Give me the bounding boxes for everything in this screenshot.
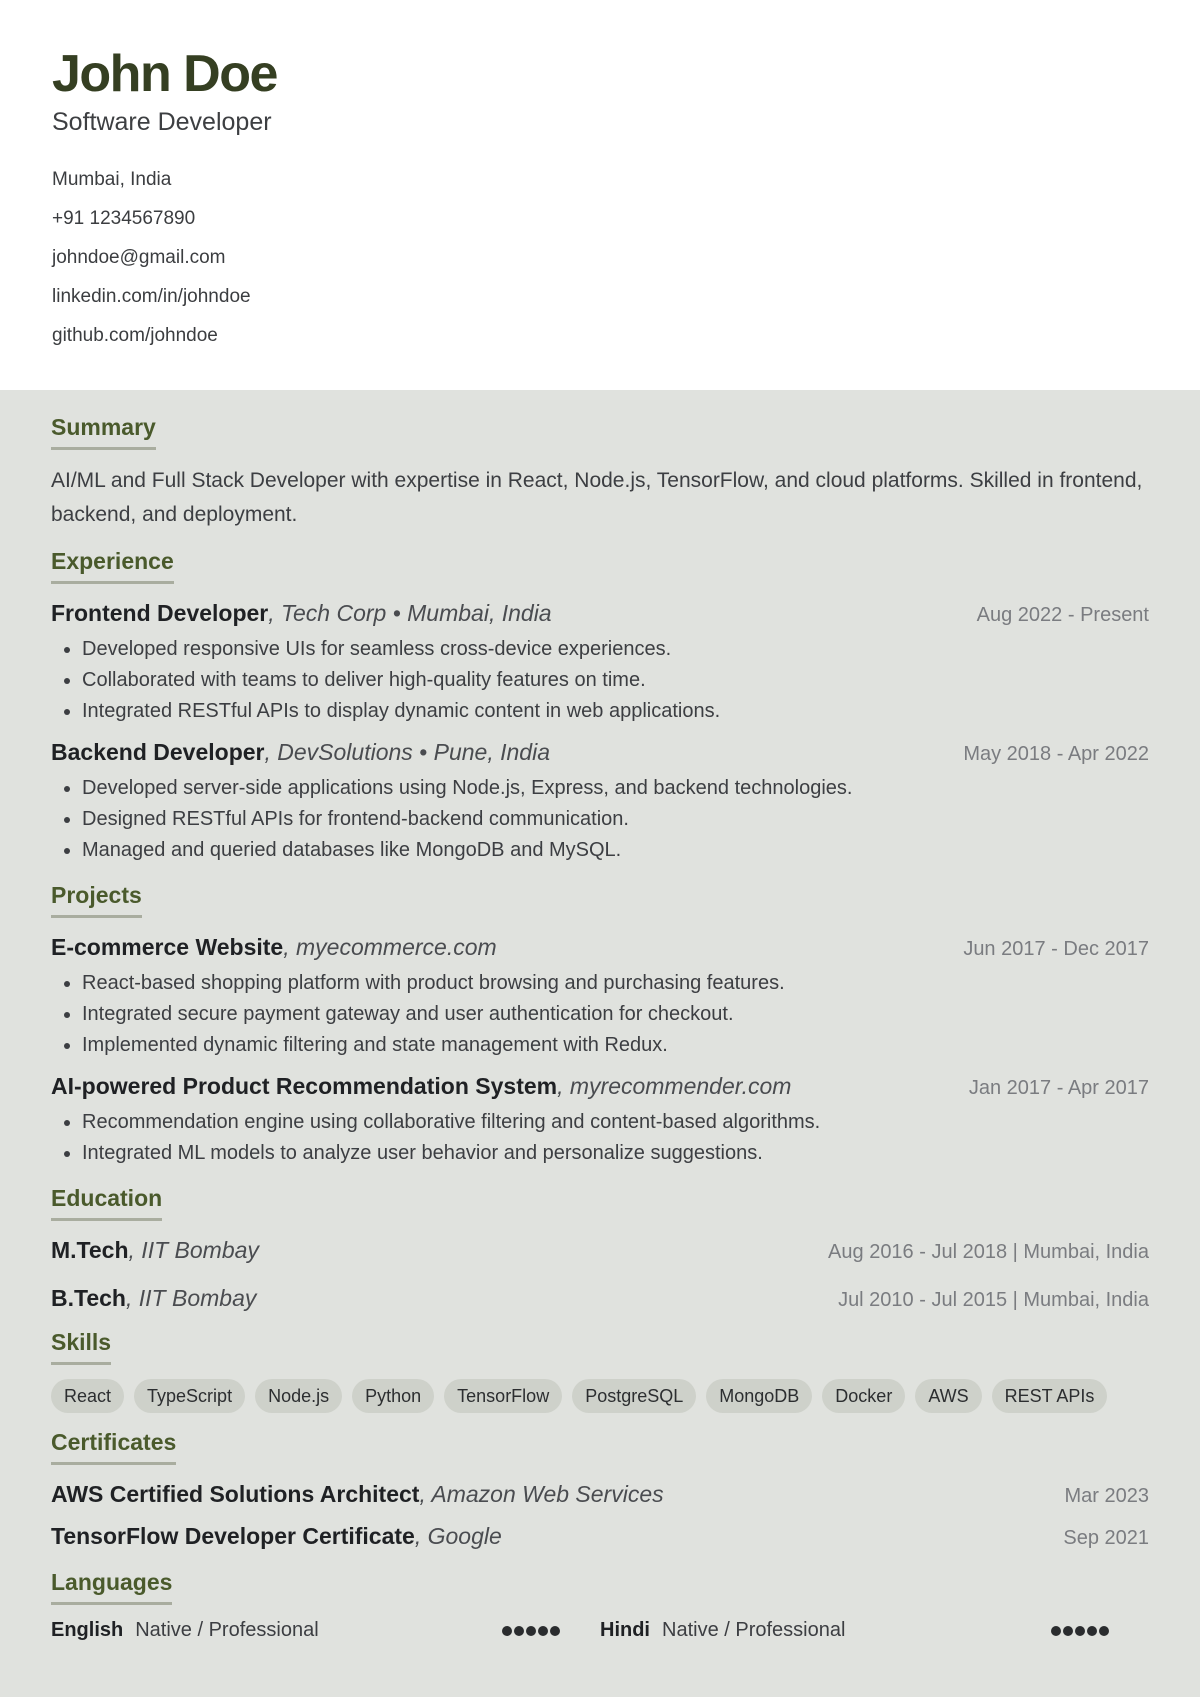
certificate-issuer: , Amazon Web Services: [419, 1481, 664, 1507]
section-title-summary: Summary: [51, 412, 156, 450]
rating-dot: [1099, 1626, 1109, 1636]
entry-title: [51, 1521, 502, 1551]
contact-email[interactable]: johndoe@gmail.com: [52, 247, 226, 268]
bullet-item: • Integrated RESTful APIs to display dynamic content in web applications.: [82, 696, 1149, 727]
entry-title: [51, 1283, 256, 1313]
contact-github[interactable]: github.com/johndoe: [52, 325, 218, 346]
bullet-item: • Developed responsive UIs for seamless cross-device experiences.: [82, 634, 1149, 665]
language-name: Hindi: [600, 1619, 650, 1641]
skill-chip: PostgreSQL: [572, 1379, 696, 1413]
language-level: Native / Professional: [662, 1619, 846, 1641]
experience-section: [51, 546, 1149, 866]
job-role: Frontend Developer: [51, 600, 269, 626]
degree: M.Tech: [51, 1237, 129, 1263]
certificates-section: [51, 1427, 1149, 1553]
languages-section: [51, 1567, 1149, 1642]
section-title-projects: Projects: [51, 880, 142, 918]
degree: B.Tech: [51, 1285, 126, 1311]
project-entry: [51, 932, 1149, 1061]
contact-list: [52, 160, 1148, 355]
project-date: Jan 2017 - Apr 2017: [968, 1077, 1149, 1099]
candidate-name: John Doe: [52, 45, 277, 103]
rating-dot: [1051, 1626, 1061, 1636]
skill-chip: TensorFlow: [444, 1379, 562, 1413]
job-bullets: [51, 634, 1149, 727]
language-name: English: [51, 1619, 124, 1641]
job-date: May 2018 - Apr 2022: [963, 743, 1149, 765]
entry-title: [51, 737, 550, 767]
certificate-name: AWS Certified Solutions Architect: [51, 1481, 420, 1507]
section-title-certificates: Certificates: [51, 1427, 176, 1465]
project-name: E-commerce Website: [51, 934, 284, 960]
skill-chip: React: [51, 1379, 124, 1413]
contact-phone: +91 1234567890: [52, 208, 196, 229]
certificate-name: TensorFlow Developer Certificate: [51, 1523, 415, 1549]
language-rating: [502, 1626, 560, 1636]
language-item: [600, 1619, 1149, 1642]
project-bullets: [51, 968, 1149, 1061]
education-date: Jul 2010 - Jul 2015 | Mumbai, India: [838, 1289, 1149, 1311]
summary-section: [51, 412, 1149, 532]
bullet-item: • Recommendation engine using collaborative filtering and content-based algorithms.: [82, 1107, 1149, 1138]
skill-chip: AWS: [915, 1379, 981, 1413]
entry-title: [51, 932, 497, 962]
bullet-item: • Collaborated with teams to deliver high-quality features on time.: [82, 665, 1149, 696]
rating-dot: [1075, 1626, 1085, 1636]
certificate-entry: [51, 1521, 1149, 1553]
skill-chip: Node.js: [255, 1379, 342, 1413]
projects-section: [51, 880, 1149, 1169]
skill-chip: MongoDB: [706, 1379, 812, 1413]
project-link[interactable]: , myecommerce.com: [283, 934, 497, 960]
certificate-date: Mar 2023: [1064, 1485, 1149, 1507]
job-role: Backend Developer: [51, 739, 265, 765]
rating-dot: [538, 1626, 548, 1636]
experience-entry: [51, 598, 1149, 727]
rating-dot: [1063, 1626, 1073, 1636]
entry-title: [51, 598, 552, 628]
entry-title: [51, 1235, 259, 1265]
certificate-issuer: , Google: [414, 1523, 502, 1549]
language-level: Native / Professional: [135, 1619, 319, 1641]
education-date: Aug 2016 - Jul 2018 | Mumbai, India: [828, 1241, 1149, 1263]
entry-title: [51, 1479, 664, 1509]
project-name: AI-powered Product Recommendation System: [51, 1073, 558, 1099]
project-entry: [51, 1071, 1149, 1169]
language-rating: [1051, 1626, 1109, 1636]
entry-header: [51, 1071, 1149, 1103]
skill-chip: TypeScript: [134, 1379, 245, 1413]
bullet-item: • Managed and queried databases like MongoDB and MySQL.: [82, 835, 1149, 866]
entry-header: [51, 932, 1149, 964]
section-title-experience: Experience: [51, 546, 174, 584]
skill-chip: Python: [352, 1379, 434, 1413]
education-entry: [51, 1283, 1149, 1315]
entry-header: [51, 598, 1149, 630]
summary-text: AI/ML and Full Stack Developer with expertise in React, Node.js, TensorFlow, and cloud platforms. Skilled in frontend, backend, and deployment.: [51, 469, 1143, 526]
education-section: [51, 1183, 1149, 1315]
certificate-entry: [51, 1479, 1149, 1511]
job-date: Aug 2022 - Present: [976, 604, 1149, 626]
project-bullets: [51, 1107, 1149, 1169]
candidate-title: Software Developer: [52, 108, 272, 136]
certificate-date: Sep 2021: [1063, 1527, 1149, 1549]
skills-section: [51, 1327, 1149, 1413]
language-list: [51, 1619, 1149, 1642]
rating-dot: [550, 1626, 560, 1636]
resume-body: [0, 390, 1200, 1697]
bullet-item: • Integrated secure payment gateway and user authentication for checkout.: [82, 999, 1149, 1030]
job-org: , Tech Corp • Mumbai, India: [268, 600, 552, 626]
entry-header: [51, 737, 1149, 769]
language-item: [51, 1619, 600, 1642]
section-title-skills: Skills: [51, 1327, 111, 1365]
skill-chip: REST APIs: [992, 1379, 1108, 1413]
rating-dot: [1087, 1626, 1097, 1636]
skill-chips: [51, 1379, 1149, 1413]
rating-dot: [526, 1626, 536, 1636]
resume-header: [0, 0, 1200, 390]
school: , IIT Bombay: [125, 1285, 257, 1311]
bullet-item: • Integrated ML models to analyze user behavior and personalize suggestions.: [82, 1138, 1149, 1169]
rating-dot: [514, 1626, 524, 1636]
job-bullets: [51, 773, 1149, 866]
entry-title: [51, 1071, 791, 1101]
skill-chip: Docker: [822, 1379, 905, 1413]
contact-location: Mumbai, India: [52, 169, 172, 190]
contact-linkedin[interactable]: linkedin.com/in/johndoe: [52, 286, 251, 307]
experience-entry: [51, 737, 1149, 866]
project-date: Jun 2017 - Dec 2017: [963, 938, 1149, 960]
job-org: , DevSolutions • Pune, India: [264, 739, 550, 765]
bullet-item: • Implemented dynamic filtering and state management with Redux.: [82, 1030, 1149, 1061]
education-entry: [51, 1235, 1149, 1267]
bullet-item: • React-based shopping platform with product browsing and purchasing features.: [82, 968, 1149, 999]
section-title-languages: Languages: [51, 1567, 172, 1605]
rating-dot: [502, 1626, 512, 1636]
bullet-item: • Developed server-side applications using Node.js, Express, and backend technologies.: [82, 773, 1149, 804]
bullet-item: • Designed RESTful APIs for frontend-backend communication.: [82, 804, 1149, 835]
school: , IIT Bombay: [128, 1237, 259, 1263]
section-title-education: Education: [51, 1183, 162, 1221]
project-link[interactable]: , myrecommender.com: [557, 1073, 792, 1099]
